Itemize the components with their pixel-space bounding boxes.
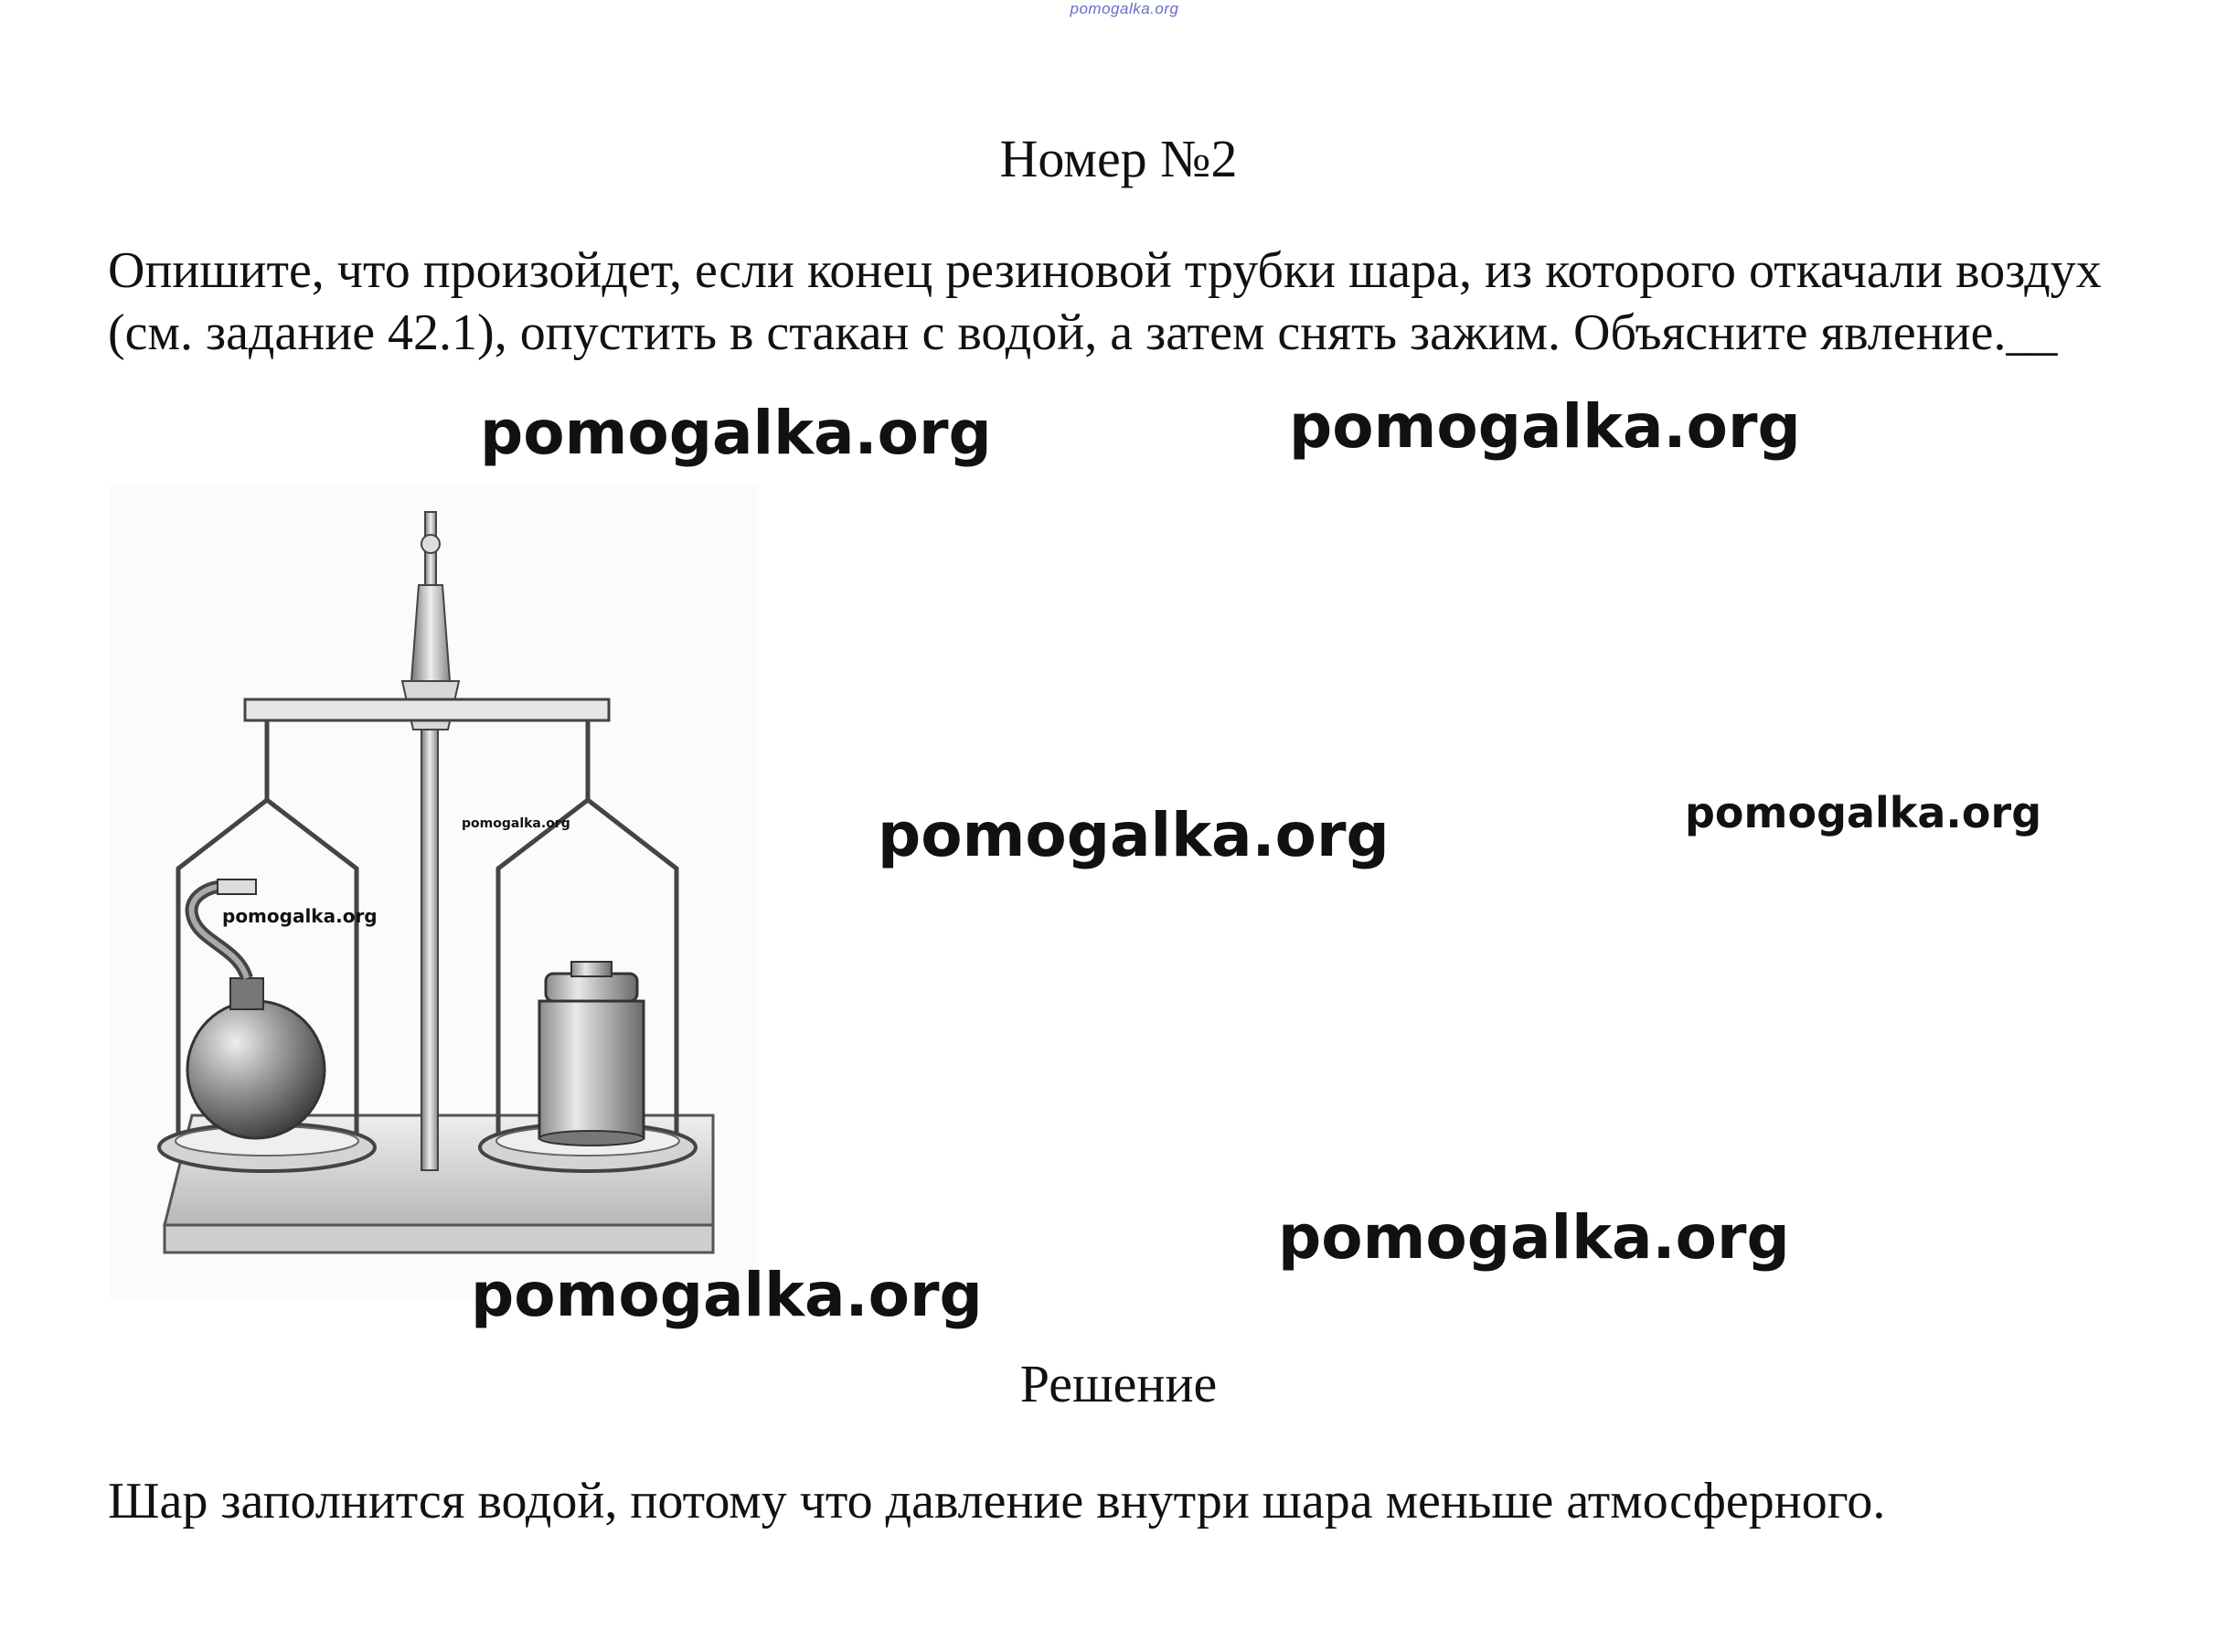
watermark-text: pomogalka.org <box>471 1260 983 1330</box>
balance-scale-drawing <box>110 485 759 1298</box>
answer-text: Шар заполнится водой, потому что давление внутри шара меньше атмосферного. <box>108 1473 1886 1529</box>
watermark-text: pomogalka.org <box>222 905 378 927</box>
page-title: Номер №2 <box>999 129 1238 188</box>
header-watermark: pomogalka.org <box>1070 0 1179 17</box>
balance-scale-illustration <box>110 485 759 1298</box>
watermark-text: pomogalka.org <box>1289 391 1801 462</box>
watermark-text: pomogalka.org <box>480 398 992 468</box>
watermark-text: pomogalka.org <box>1278 1202 1790 1273</box>
watermark-text: pomogalka.org <box>462 816 570 831</box>
watermark-text: pomogalka.org <box>878 800 1390 870</box>
solution-heading: Решение <box>1019 1354 1218 1413</box>
question-text: Опишите, что произойдет, если конец резиновой трубки шара, из которого откачали воздух (см. задание 42.1), опустить в стакан с водой, а затем снять зажим. Объясните явление.__ <box>108 242 2102 361</box>
watermark-text: pomogalka.org <box>1685 788 2042 837</box>
